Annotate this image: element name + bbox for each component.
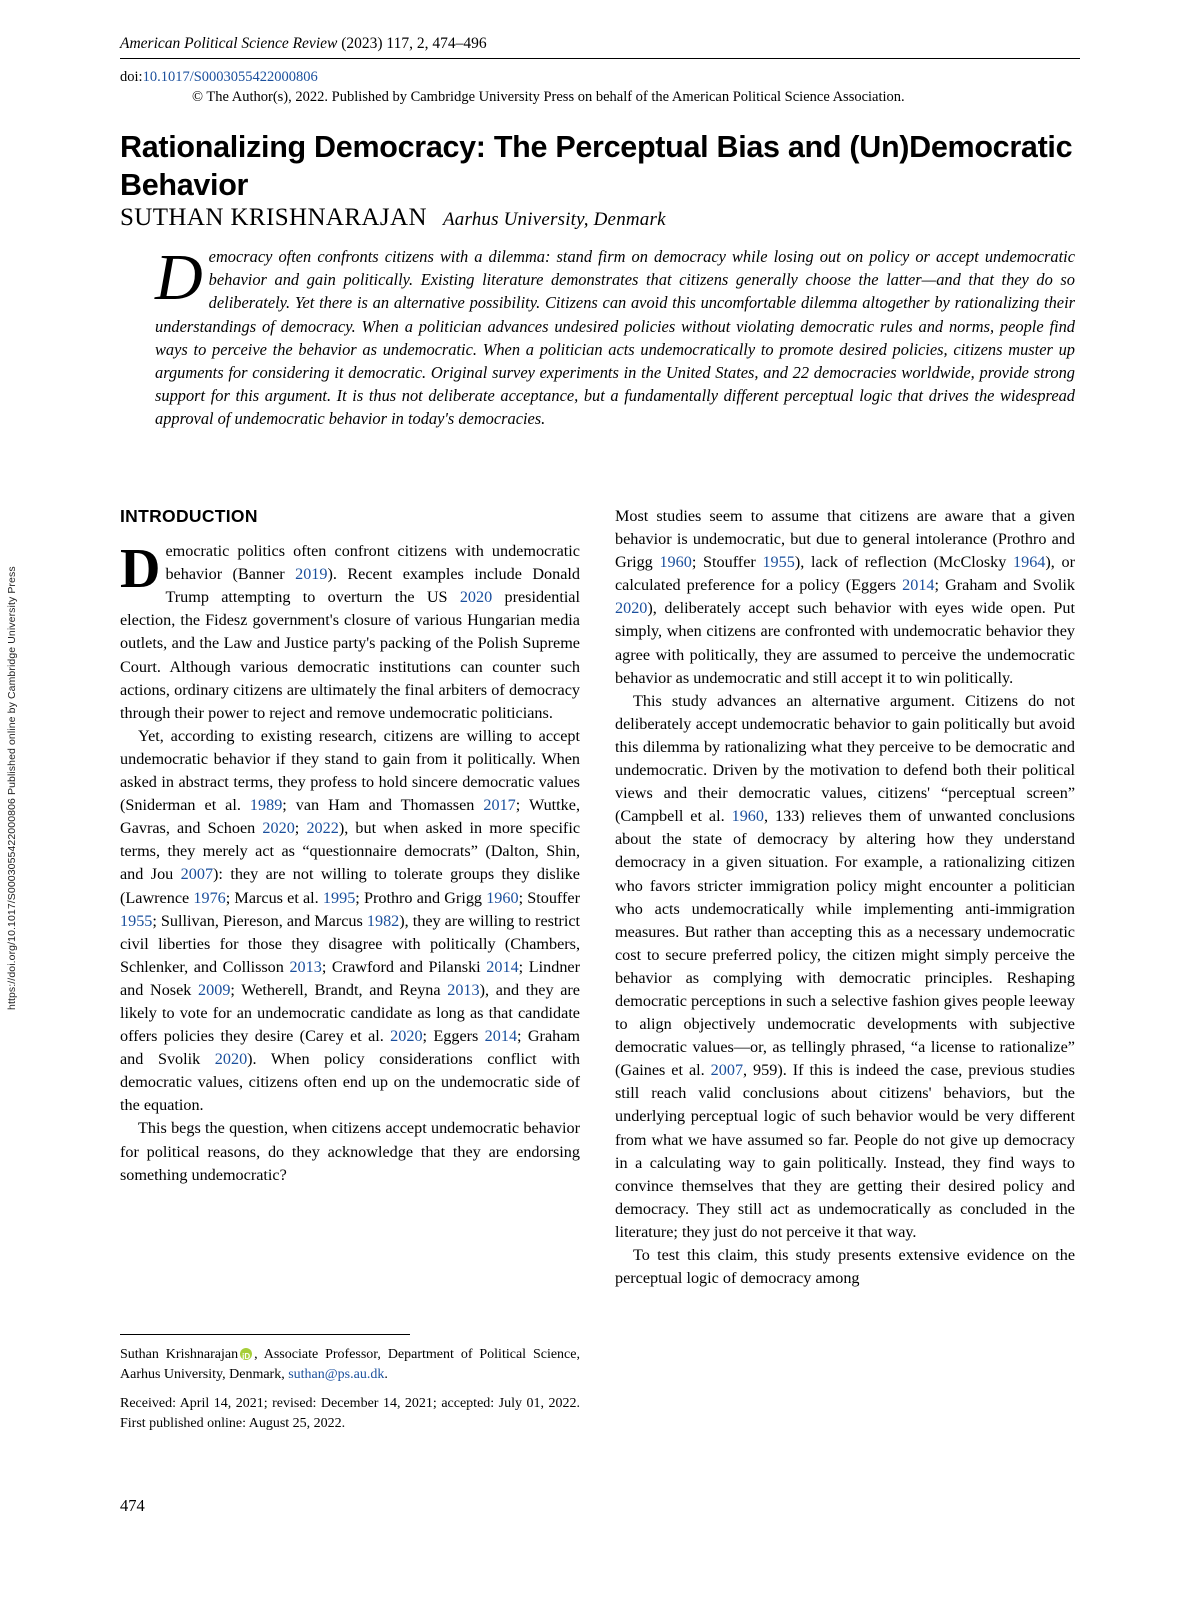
journal-name: American Political Science Review (120, 35, 338, 52)
right-column (615, 505, 1075, 1290)
footnote-author-note (120, 1345, 580, 1384)
header-divider (120, 58, 1080, 59)
body-dropcap: D (120, 538, 161, 601)
footnote-block (120, 1334, 580, 1443)
footnote-divider (120, 1334, 410, 1335)
abstract (155, 241, 1075, 431)
footnote-author-affiliation: , Associate Professor, Department of Political Science, Aarhus University, Denmark, (120, 1347, 580, 1382)
doi-link[interactable]: 10.1017/S0003055422000806 (142, 69, 318, 85)
paragraph-left-1-text: emocratic politics often confront citizens with undemocratic behavior (Banner 2019). Recent examples include Donald Trump attempting to overturn the US 2020 presidential election, the Fidesz government's closure of various Hungarian media outlets, and the Law and Justice party's packing of the Polish Supreme Court. Although various democratic institutions can counter such actions, ordinary citizens are ultimately the final arbiters of democracy through their power to reject and remove undemocratic politicians. (120, 542, 580, 722)
author-name: SUTHAN KRISHNARAJAN (120, 204, 427, 231)
sidebar-doi-link[interactable]: https://doi.org/10.1017/S0003055422000806 Published online by Cambridge University Press (6, 566, 18, 1010)
left-column (120, 505, 580, 1187)
paragraph-left-2: Yet, according to existing research, citizens are willing to accept undemocratic behavior if they stand to gain from it politically. When asked in abstract terms, they profess to hold sincere democratic values (Sniderman et al. 1989; van Ham and Thomassen 2017; Wuttke, Gavras, and Schoen 2020; 2022), but when asked in more specific terms, they merely act as “questionnaire democrats” (Dalton, Shin, and Jou 2007): they are not willing to tolerate groups they dislike (Lawrence 1976; Marcus et al. 1995; Prothro and Grigg 1960; Stouffer 1955; Sullivan, Piereson, and Marcus 1982), they are willing to restrict civil liberties for those they disagree with politically (Chambers, Schlenker, and Collisson 2013; Crawford and Pilanski 2014; Lindner and Nosek 2009; Wetherell, Brandt, and Reyna 2013), and they are likely to vote for an undemocratic candidate as long as that candidate offers policies they desire (Carey et al. 2020; Eggers 2014; Graham and Svolik 2020). When policy considerations conflict with democratic values, citizens often end up on the undemocratic side of the equation. (120, 726, 581, 1115)
doi-and-copyright (120, 67, 1080, 107)
abstract-text: emocracy often confronts citizens with a dilemma: stand firm on democracy while losing out on policy or accept undemocratic behavior and gain politically. Existing literature demonstrates that citizens generally choose the latter—and that they do so deliberately. Yet there is an alternative possibility. Citizens can avoid this uncomfortable dilemma altogether by rationalizing their understandings of democracy. When a politician advances undesired policies without violating democratic rules and norms, people find ways to perceive the behavior as undemocratic. When a politician acts undemocratically to promote desired policies, citizens muster up arguments for considering it democratic. Original survey experiments in the United States, and 22 democracies worldwide, provide strong support for this argument. It is thus not deliberate acceptance, but a fundamentally different perceptual logic that drives the widespread approval of undemocratic behavior in today's democracies. (155, 247, 1075, 429)
footnote-author-email[interactable]: suthan@ps.au.dk (288, 1366, 385, 1382)
doi-label: doi: (120, 69, 143, 85)
page-title: Rationalizing Democracy: The Perceptual Bias and (Un)Democratic Behavior (120, 130, 1073, 202)
paragraph-right-1: Most studies seem to assume that citizens are aware that a given behavior is undemocratic, but due to general intolerance (Prothro and Grigg 1960; Stouffer 1955), lack of reflection (McClosky 1964), or calculated preference for a policy (Eggers 2014; Graham and Svolik 2020), deliberately accept such behavior with eyes wide open. Put simply, when citizens are confronted with undemocratic behavior they agree with politically, they are assumed to perceive the undemocratic behavior as undemocratic and still accept it to win politically. (615, 507, 1075, 687)
footnote-author-name: Suthan Krishnarajan (120, 1347, 239, 1362)
paragraph-right-2: This study advances an alternative argument. Citizens do not deliberately accept undemocratic behavior to gain politically but avoid this dilemma by rationalizing what they perceive to be democratic and undemocratic. Driven by the motivation to defend both their political views and their democratic values, citizens' “perceptual screen” (Campbell et al. 1960, 133) relieves them of unwanted conclusions about the state of democracy by altering how they understand democracy in a given situation. For example, a rationalizing citizen who favors stricter immigration policy might encounter a politician who acts undemocratically while implementing anti-immigration measures. But rather than accepting this as a necessary undemocratic cost to secure preferred policy, the citizen might simply perceive the behavior as complying with democratic principles. Reshaping democratic perceptions in such a selective fashion gives people leeway to align objectively undemocratic developments with subjective democratic values—or, as tellingly phrased, “a license to rationalize” (Gaines et al. 2007, 959). If this is indeed the case, previous studies still reach valid conclusions about citizens' behaviors, but the underlying perceptual logic of such behavior would be very different from what we have assumed so far. People do not give up democracy in a calculating way to gain politically. Instead, they find ways to convince themselves that they are getting their desired policy and democracy. They still act as undemocratically as concluded in the literature; they just do not perceive it that way. (615, 691, 1075, 1241)
paragraph-right-3: To test this claim, this study presents extensive evidence on the perceptual logic of democracy among (615, 1246, 1075, 1288)
sidebar-doi-note (6, 490, 18, 1010)
journal-issue: (2023) 117, 2, 474–496 (337, 35, 487, 52)
section-heading-introduction: INTRODUCTION (120, 506, 258, 526)
author-affiliation: Aarhus University, Denmark (442, 209, 666, 230)
copyright-text: © The Author(s), 2022. Published by Cambridge University Press on behalf of the American Political Science Association. (192, 89, 905, 105)
author-line (120, 204, 1075, 232)
abstract-dropcap: D (155, 241, 203, 314)
paragraph-left-1 (120, 540, 580, 725)
page-number: 474 (120, 1496, 145, 1515)
footnote-dates: Received: April 14, 2021; revised: December 14, 2021; accepted: July 01, 2022. First published online: August 25, 2022. (120, 1396, 580, 1431)
paragraph-left-3: This begs the question, when citizens accept undemocratic behavior for political reasons, do they acknowledge that they are endorsing something undemocratic? (120, 1119, 580, 1184)
journal-citation (120, 34, 1080, 54)
footnote-author-suffix: . (384, 1366, 388, 1382)
orcid-icon[interactable] (240, 1348, 252, 1360)
page-header (120, 34, 1080, 107)
